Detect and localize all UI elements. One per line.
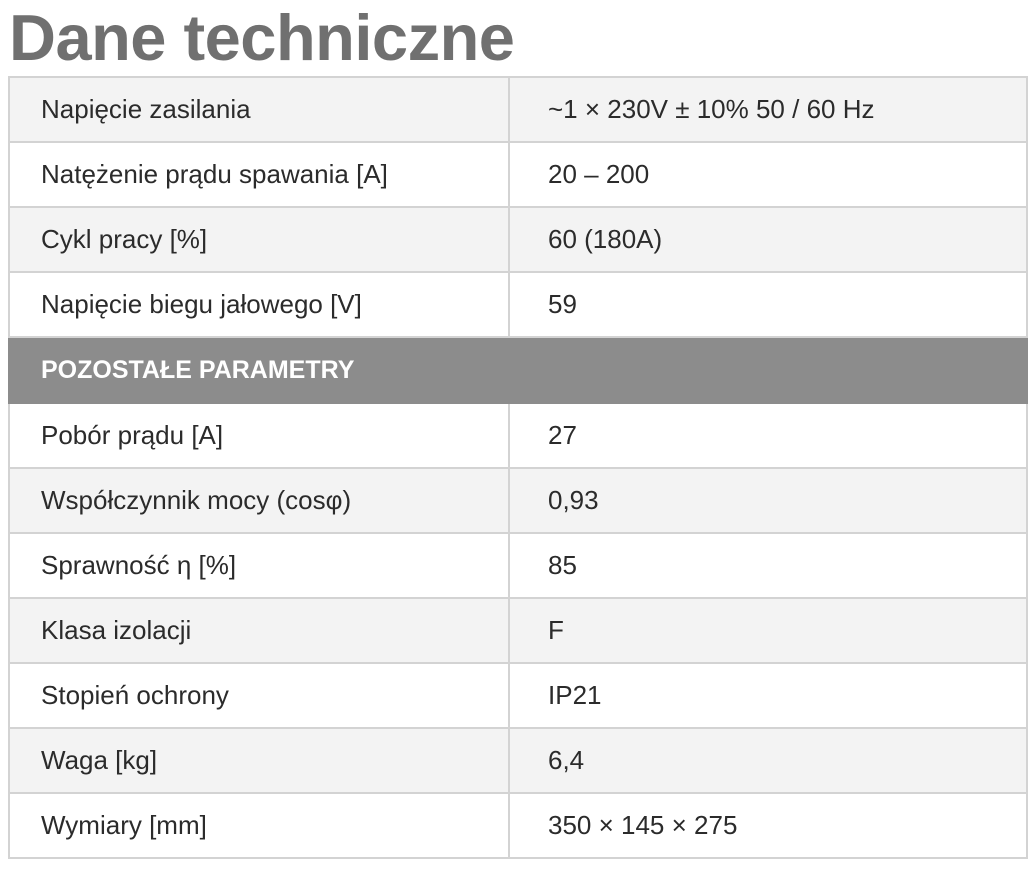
spec-value: ~1 × 230V ± 10% 50 / 60 Hz (509, 77, 1027, 142)
spec-value: 59 (509, 272, 1027, 337)
spec-value: IP21 (509, 663, 1027, 728)
spec-value: 0,93 (509, 468, 1027, 533)
table-row (9, 272, 1027, 337)
spec-value: F (509, 598, 1027, 663)
table-row (9, 77, 1027, 142)
table-row (9, 533, 1027, 598)
spec-label: Pobór prądu [A] (9, 403, 509, 468)
spec-label: Klasa izolacji (9, 598, 509, 663)
spec-label: Stopień ochrony (9, 663, 509, 728)
table-row (9, 468, 1027, 533)
section-header-row (9, 337, 1027, 403)
spec-value: 85 (509, 533, 1027, 598)
spec-label: Natężenie prądu spawania [A] (9, 142, 509, 207)
spec-table (8, 76, 1028, 859)
spec-label: Cykl pracy [%] (9, 207, 509, 272)
page-title: Dane techniczne (9, 1, 515, 74)
spec-value: 27 (509, 403, 1027, 468)
table-row (9, 207, 1027, 272)
spec-value: 60 (180A) (509, 207, 1027, 272)
spec-label: Wymiary [mm] (9, 793, 509, 858)
spec-value: 6,4 (509, 728, 1027, 793)
table-row (9, 663, 1027, 728)
section-header: POZOSTAŁE PARAMETRY (9, 337, 1027, 403)
spec-label: Napięcie biegu jałowego [V] (9, 272, 509, 337)
table-row (9, 793, 1027, 858)
spec-label: Współczynnik mocy (cosφ) (9, 468, 509, 533)
spec-label: Waga [kg] (9, 728, 509, 793)
table-row (9, 142, 1027, 207)
table-row (9, 403, 1027, 468)
spec-value: 350 × 145 × 275 (509, 793, 1027, 858)
table-row (9, 728, 1027, 793)
spec-value: 20 – 200 (509, 142, 1027, 207)
spec-label: Sprawność η [%] (9, 533, 509, 598)
table-row (9, 598, 1027, 663)
spec-label: Napięcie zasilania (9, 77, 509, 142)
